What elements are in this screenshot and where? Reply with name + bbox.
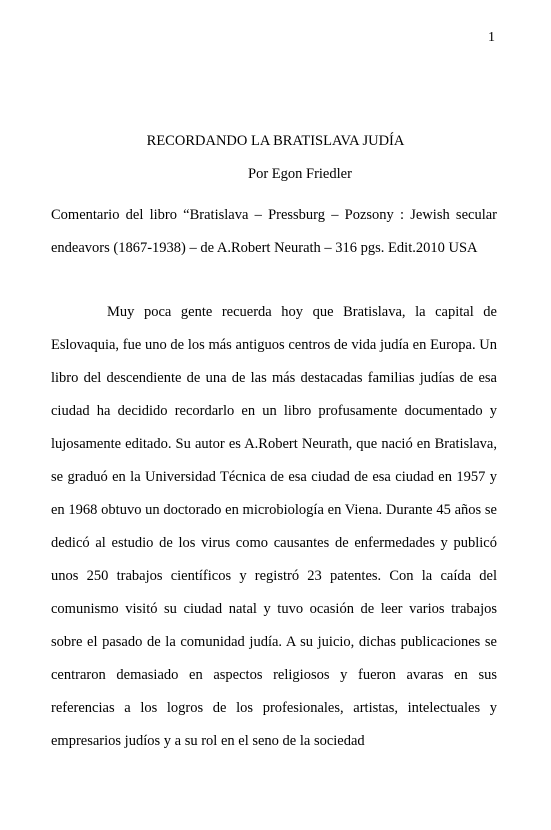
page-number: 1	[488, 30, 495, 45]
article-byline: Por Egon Friedler	[248, 166, 352, 182]
article-title: RECORDANDO LA BRATISLAVA JUDÍA	[146, 133, 405, 149]
article-body: Muy poca gente recuerda hoy que Bratislava, la capital de Eslovaquia, fue uno de los más antiguos centros de vida judía en Europa. Un libro del descendiente de una de las más destacadas familias judías de esa ciudad ha decidido recordarlo en un libro profusamente documentado y lujosamente editado. Su autor es A.Robert Neurath, que nació en Bratislava, se graduó en la Universidad Técnica de esa ciudad de esa ciudad en 1957 y en 1968 obtuvo un doctorado en microbiología en Viena. Durante 45 años se dedicó al estudio de los virus como causantes de enfermedades y publicó unos 250 trabajos científicos y registró 23 patentes. Con la caída del comunismo visitó su ciudad natal y tuvo ocasión de leer varios trabajos sobre el pasado de la comunidad judía. A su juicio, dichas publicaciones se centraron demasiado en aspectos religiosos y fueron avaras en sus referencias a los logros de los profesionales, artistas, intelectuales y empresarios judíos y a su rol en el seno de la sociedad	[51, 304, 497, 749]
book-comment: Comentario del libro “Bratislava – Pressburg – Pozsony : Jewish secular endeavors (1867-1938) – de A.Robert Neurath – 316 pgs. Edit.2010 USA	[51, 207, 497, 256]
